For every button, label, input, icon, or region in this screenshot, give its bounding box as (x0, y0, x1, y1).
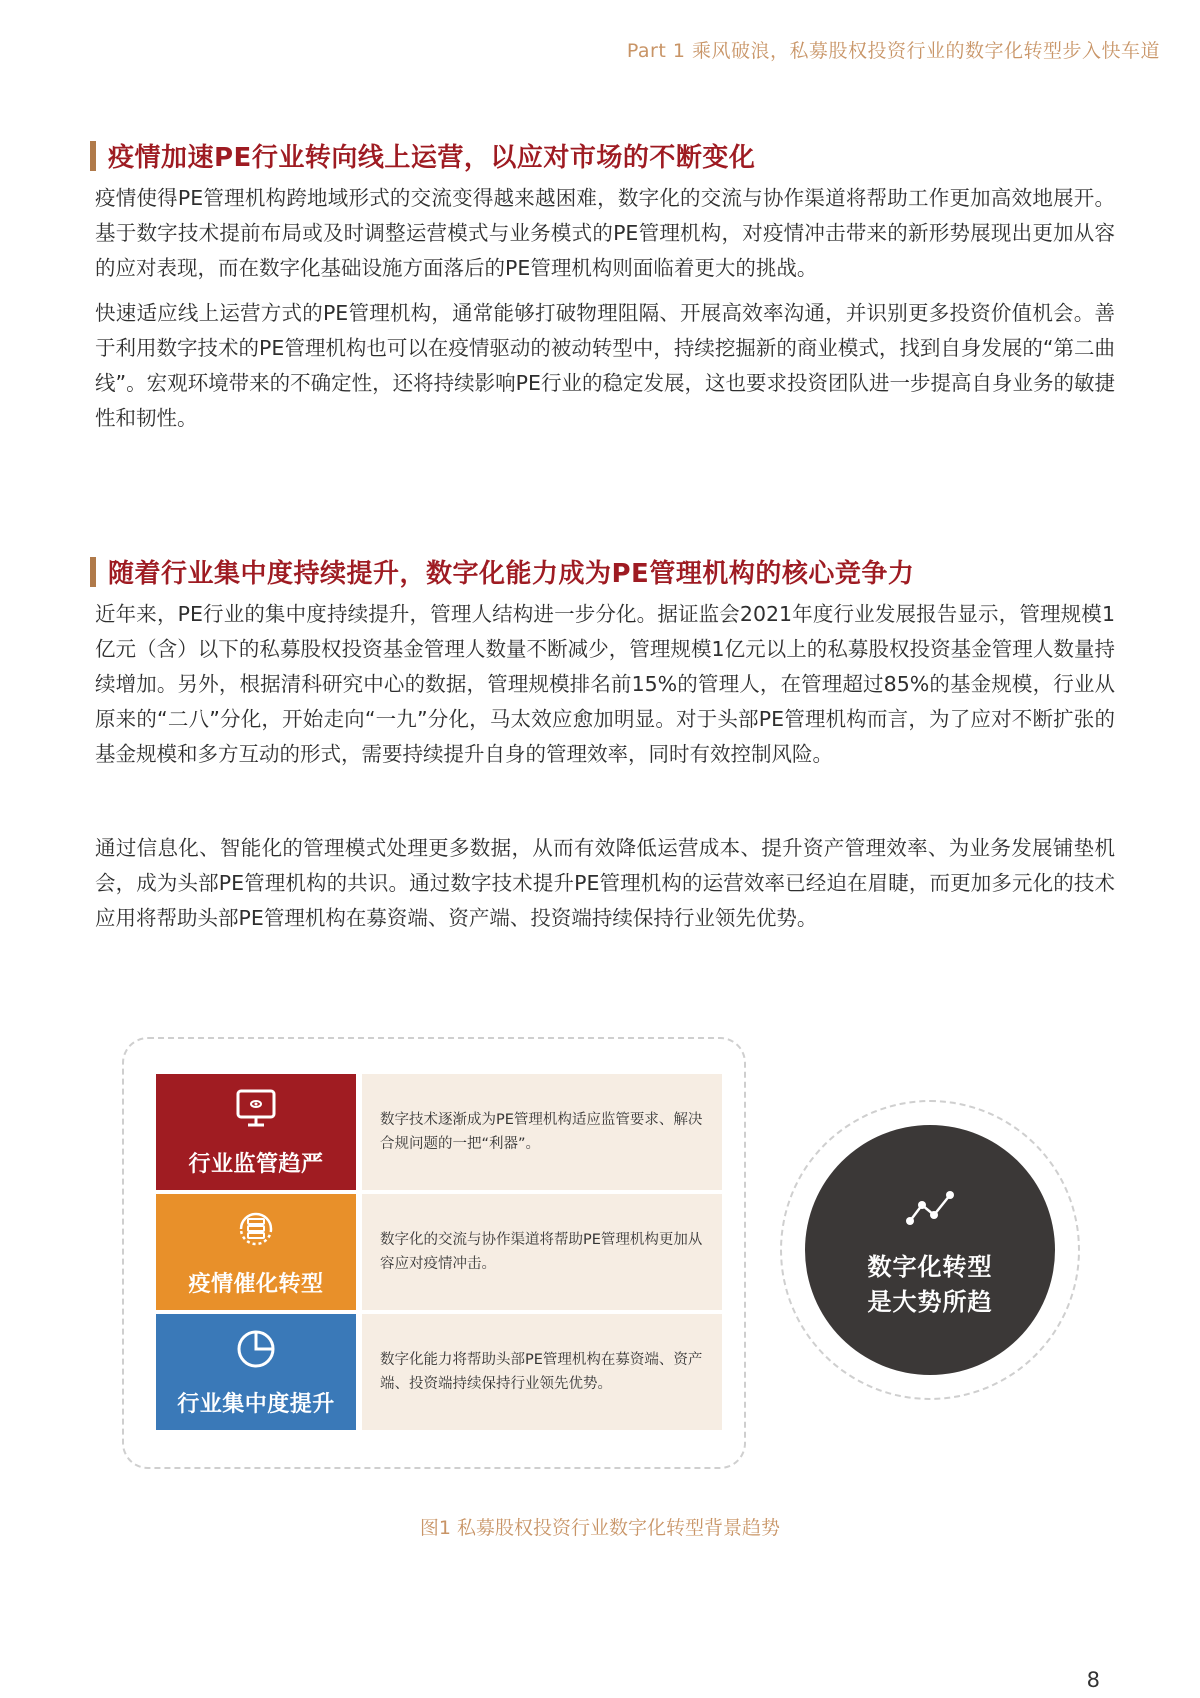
section-heading-1-text: 疫情加速PE行业转向线上运营，以应对市场的不断变化 (108, 143, 756, 173)
tile-concentration (156, 1314, 356, 1430)
pie-chart-icon (233, 1326, 279, 1372)
tile-regulation-desc: 数字技术逐渐成为PE管理机构适应监管要求、解决合规问题的一把“利器”。 (362, 1074, 722, 1190)
tile-pandemic-desc: 数字化的交流与协作渠道将帮助PE管理机构更加从容应对疫情冲击。 (362, 1194, 722, 1310)
section2-paragraph-1: 近年来，PE行业的集中度持续提升，管理人结构进一步分化。据证监会2021年度行业发展报告显示，管理规模1亿元（含）以下的私募股权投资基金管理人数量不断减少，管理规模1亿元以上的私募股权投资基金管理人数量持续增加。另外，根据清科研究中心的数据，管理规模排名前15%的管理人，在管理超过85%的基金规模，行业从原来的“二八”分化，开始走向“一九”分化，马太效应愈加明显。对于头部PE管理机构而言，为了应对不断扩张的基金规模和多方互动的形式，需要持续提升自身的管理效率，同时有效控制风险。 (95, 602, 1115, 766)
tile-concentration-desc: 数字化能力将帮助头部PE管理机构在募资端、资产端、投资端持续保持行业领先优势。 (362, 1314, 722, 1430)
center-line-2: 是大势所趋 (867, 1288, 993, 1316)
section-heading-2-text: 随着行业集中度持续提升，数字化能力成为PE管理机构的核心竞争力 (108, 559, 915, 589)
section1-paragraph-1: 疫情使得PE管理机构跨地域形式的交流变得越来越困难，数字化的交流与协作渠道将帮助工作更加高效地展开。基于数字技术提前布局或及时调整运营模式与业务模式的PE管理机构，对疫情冲击带来的新形势展现出更加从容的应对表现，而在数字化基础设施方面落后的PE管理机构则面临着更大的挑战。 (95, 186, 1115, 280)
heading-accent-bar (90, 557, 96, 587)
server-cycle-icon (233, 1206, 279, 1252)
figure-row-pandemic (156, 1194, 724, 1310)
trend-line-icon (904, 1187, 956, 1229)
figure-caption: 图1 私募股权投资行业数字化转型背景趋势 (419, 1517, 781, 1539)
running-header: Part 1 乘风破浪，私募股权投资行业的数字化转型步入快车道 (626, 40, 1160, 62)
figure-row-concentration (156, 1314, 724, 1430)
tile-pandemic (156, 1194, 356, 1310)
section-heading-2 (90, 553, 914, 590)
center-circle (805, 1125, 1055, 1375)
section2-paragraph-2: 通过信息化、智能化的管理模式处理更多数据，从而有效降低运营成本、提升资产管理效率、为业务发展铺垫机会，成为头部PE管理机构的共识。通过数字技术提升PE管理机构的运营效率已经迫在眉睫，而更加多元化的技术应用将帮助头部PE管理机构在募资端、资产端、投资端持续保持行业领先优势。 (95, 836, 1115, 930)
tile-regulation-label: 行业监管趋严 (188, 1152, 324, 1177)
tile-regulation (156, 1074, 356, 1190)
figure-row-regulation (156, 1074, 724, 1190)
tile-concentration-label: 行业集中度提升 (177, 1392, 335, 1417)
heading-accent-bar (90, 141, 96, 171)
page-number: 8 (1086, 1668, 1100, 1692)
tile-pandemic-label: 疫情催化转型 (188, 1272, 324, 1297)
center-line-1: 数字化转型 (867, 1253, 993, 1281)
section-heading-1 (90, 137, 755, 174)
section1-paragraph-2: 快速适应线上运营方式的PE管理机构，通常能够打破物理阻隔、开展高效率沟通，并识别更多投资价值机会。善于利用数字技术的PE管理机构也可以在疫情驱动的被动转型中，持续挖掘新的商业模式，找到自身发展的“第二曲线”。宏观环境带来的不确定性，还将持续影响PE行业的稳定发展，这也要求投资团队进一步提高自身业务的敏捷性和韧性。 (95, 301, 1115, 430)
monitor-icon (233, 1086, 279, 1132)
